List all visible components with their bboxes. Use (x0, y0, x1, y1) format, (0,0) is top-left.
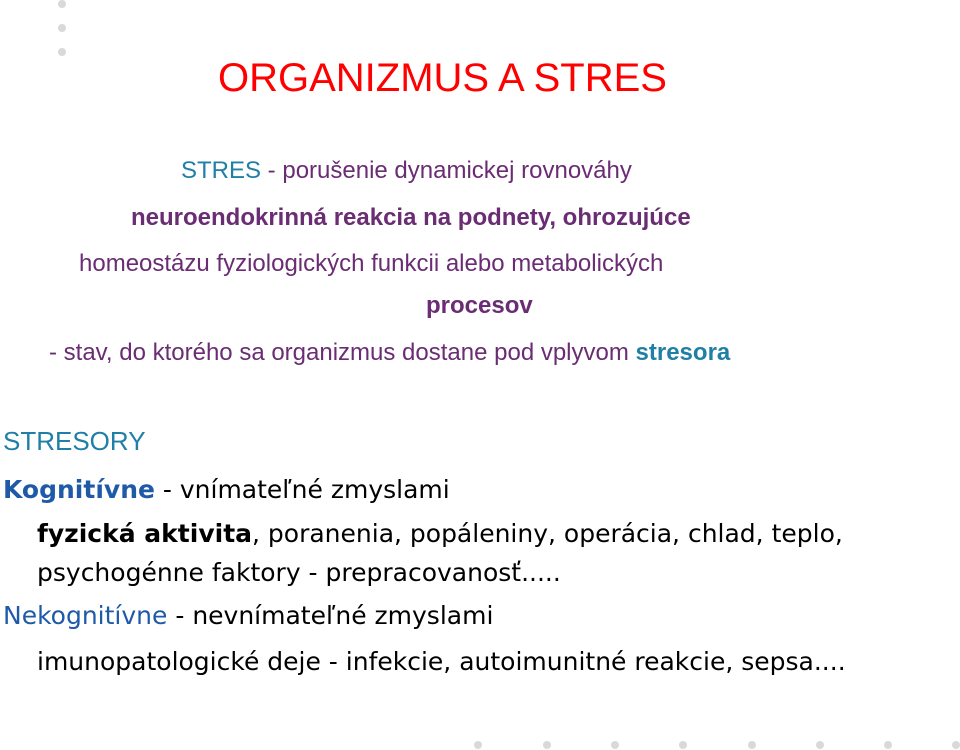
cognitive-example-2: psychogénne faktory - prepracovanosť..... (37, 558, 561, 587)
stressors-heading: STRESORY (3, 426, 146, 456)
state-prefix: - stav, do ktorého sa organizmus dostane pod vplyvom (49, 339, 636, 366)
decor-dot (952, 741, 960, 749)
noncognitive-line (3, 603, 493, 628)
reaction-line-1: neuroendokrinná reakcia na podnety, ohrozujúce (131, 204, 691, 231)
decor-dot (474, 741, 482, 749)
decor-dot (58, 0, 66, 8)
noncognitive-desc: - nevnímateľné zmyslami (167, 601, 494, 630)
decor-dot (58, 24, 66, 32)
decor-dot (884, 741, 892, 749)
decor-dot (543, 741, 551, 749)
state-line (49, 341, 730, 365)
stres-text: - porušenie dynamickej rovnováhy (261, 157, 632, 184)
page-title: ORGANIZMUS A STRES (218, 56, 667, 100)
stres-definition (181, 159, 632, 183)
state-term: stresora (635, 339, 731, 366)
cognitive-label: Kognitívne (3, 475, 155, 504)
noncognitive-label: Nekognitívne (3, 601, 168, 630)
reaction-line-3: procesov (426, 292, 533, 319)
cognitive-example-bold: fyzická aktivita (37, 519, 253, 548)
decor-dot (816, 741, 824, 749)
decor-dot (679, 741, 687, 749)
reaction-line-2: homeostázu fyziologických funkcii alebo metabolických (79, 250, 664, 277)
decor-dot (748, 741, 756, 749)
stres-term: STRES (181, 157, 262, 184)
noncognitive-example: imunopatologické deje - infekcie, autoimunitné reakcie, sepsa.... (37, 647, 846, 676)
cognitive-desc: - vnímateľné zmyslami (154, 475, 450, 504)
cognitive-example-rest: , poranenia, popáleniny, operácia, chlad, teplo, (252, 519, 843, 548)
decor-dot (58, 48, 66, 56)
cognitive-line (3, 477, 450, 502)
decor-dot (611, 741, 619, 749)
cognitive-example-1 (37, 521, 843, 546)
